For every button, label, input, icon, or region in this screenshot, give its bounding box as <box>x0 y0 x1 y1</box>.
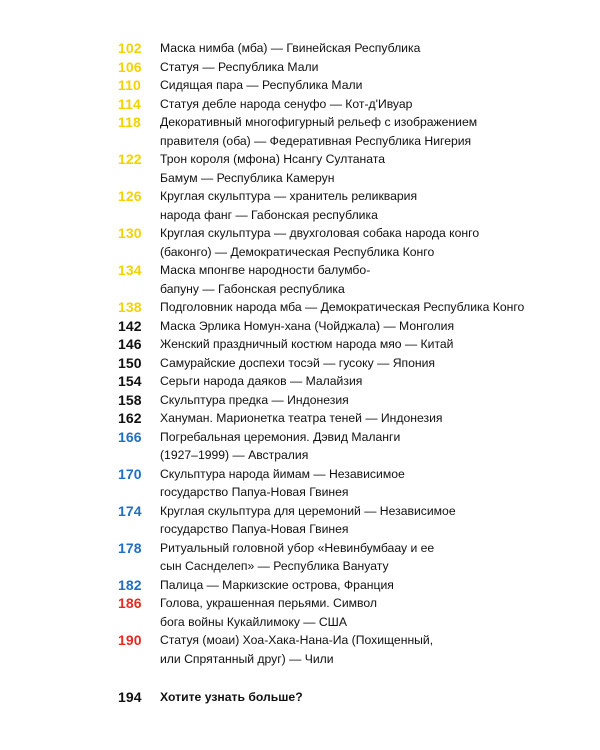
toc-entry[interactable] <box>118 539 578 576</box>
page-number: 130 <box>118 225 142 241</box>
entry-title <box>160 317 578 336</box>
toc-entry[interactable] <box>118 298 578 317</box>
entry-title-line: государство Папуа-Новая Гвинея <box>160 522 349 536</box>
entry-title-line: Статуя (моаи) Хоа-Хака-Нана-Иа (Похищенный, <box>160 633 434 647</box>
toc-entry[interactable] <box>118 428 578 465</box>
entry-title-line: Статуя — Республика Мали <box>160 59 319 74</box>
entry-title-line: Декоративный многофигурный рельеф с изображением <box>160 115 478 129</box>
entry-title-line: Маска нимба (мба) — Гвинейская Республика <box>160 41 421 55</box>
toc-entry[interactable] <box>118 465 578 502</box>
entry-title-line: Хануман. Марионетка театра теней — Индонезия <box>160 411 443 425</box>
toc-entry[interactable] <box>118 76 578 95</box>
entry-title <box>160 502 578 539</box>
entry-title <box>160 409 578 428</box>
page-number: 102 <box>118 40 142 56</box>
page-number: 170 <box>118 465 142 482</box>
toc-entry[interactable] <box>118 354 578 373</box>
toc-entry[interactable] <box>118 317 578 336</box>
entry-title <box>160 113 578 150</box>
toc-entry[interactable] <box>118 594 578 631</box>
entry-title-line: Ритуальный головной убор «Невинбумбаау и ее <box>160 540 435 555</box>
page-number: 190 <box>118 632 142 648</box>
entry-title <box>160 631 578 668</box>
page-number: 178 <box>118 539 142 556</box>
entry-title <box>160 372 578 391</box>
entry-title-line: бога войны Кукайлимоку — США <box>160 614 347 629</box>
page-number: 162 <box>118 410 142 426</box>
entry-title-line: Подголовник народа мба — Демократическая Республика Конго <box>160 300 525 314</box>
page-number: 154 <box>118 373 142 389</box>
page-number: 138 <box>118 299 142 315</box>
entry-title <box>160 261 578 298</box>
page-number: 194 <box>118 689 142 705</box>
toc-entry[interactable] <box>118 39 578 58</box>
entry-title <box>160 335 578 354</box>
entry-title-line: Статуя деблe народа сенуфо — Кот-д'Ивуар <box>160 96 413 111</box>
entry-title-line: Сидящая пара — Республика Мали <box>160 78 363 92</box>
entry-title-line: Палица — Маркизские острова, Франция <box>160 577 394 592</box>
entry-title-line: Круглая скульптура для церемоний — Независимое <box>160 503 456 518</box>
page-number: 150 <box>118 354 142 371</box>
entry-title-line: Голова, украшенная перьями. Символ <box>160 596 377 610</box>
page-number: 146 <box>118 336 142 352</box>
toc-entry[interactable] <box>118 502 578 539</box>
entry-title <box>160 576 578 595</box>
entry-title-line: Серьги народа даяков — Малайзия <box>160 374 363 388</box>
entry-title-line: (1927–1999) — Австралия <box>160 448 309 462</box>
entry-title-line: сын Саснделеп» — Республика Вануату <box>160 559 389 573</box>
toc-entry[interactable] <box>118 187 578 224</box>
page-number: 110 <box>118 77 141 93</box>
toc-entry[interactable] <box>118 261 578 298</box>
entry-title-line: Маска мпонгве народности балумбо- <box>160 263 371 277</box>
entry-title-line: Самурайские доспехи тосэй — гусоку — Япония <box>160 355 436 370</box>
entry-title <box>160 391 578 410</box>
page-number: 186 <box>118 595 142 611</box>
entry-title <box>160 150 578 187</box>
entry-title <box>160 58 578 77</box>
page-number: 126 <box>118 188 142 204</box>
entry-title <box>160 428 578 465</box>
toc-entry-final[interactable] <box>118 688 578 707</box>
entry-title-line: государство Папуа-Новая Гвинея <box>160 485 349 499</box>
entry-title-line: Круглая скульптура — хранитель реликвария <box>160 189 418 203</box>
entry-title-line: Маска Эрлика Номун-хана (Чойджала) — Монголия <box>160 318 455 333</box>
entry-title <box>160 688 578 707</box>
entry-title-line: Скульптура народа йимам — Независимое <box>160 466 405 481</box>
entry-title-line: (баконго) — Демократическая Республика Конго <box>160 244 435 259</box>
page-number: 118 <box>118 114 141 130</box>
entry-title-line: Трон короля (мфона) Нсангу Султаната <box>160 152 386 166</box>
entry-title <box>160 594 578 631</box>
page-number: 106 <box>118 58 142 75</box>
entry-title-line: Погребальная церемония. Дэвид Маланги <box>160 429 401 444</box>
page-number: 142 <box>118 317 142 334</box>
page-number: 166 <box>118 428 142 445</box>
entry-title-line: Женский праздничный костюм народа мяо — Китай <box>160 337 454 351</box>
toc-entry[interactable] <box>118 113 578 150</box>
toc-entry[interactable] <box>118 372 578 391</box>
toc-entry[interactable] <box>118 391 578 410</box>
toc-entry[interactable] <box>118 150 578 187</box>
page-number: 174 <box>118 502 142 519</box>
toc-entry[interactable] <box>118 58 578 77</box>
entry-title-line: Круглая скульптура — двухголовая собака народа конго <box>160 226 480 240</box>
page-number: 182 <box>118 576 142 593</box>
page-number: 122 <box>118 151 142 167</box>
entry-title-line: народа фанг — Габонская республика <box>160 207 378 222</box>
toc-entry[interactable] <box>118 224 578 261</box>
entry-title <box>160 224 578 261</box>
entry-title <box>160 539 578 576</box>
entry-title <box>160 298 578 317</box>
page-number: 114 <box>118 95 141 112</box>
entry-title <box>160 95 578 114</box>
table-of-contents <box>118 39 578 707</box>
toc-entry[interactable] <box>118 409 578 428</box>
toc-entry[interactable] <box>118 335 578 354</box>
toc-entry[interactable] <box>118 576 578 595</box>
toc-entry[interactable] <box>118 631 578 668</box>
entry-title-line: бапуну — Габонская республика <box>160 281 345 296</box>
entry-title <box>160 187 578 224</box>
page-number: 134 <box>118 262 142 278</box>
entry-title-line: Скульптура предка — Индонезия <box>160 392 349 407</box>
entry-title-line: Хотите узнать больше? <box>160 690 303 704</box>
entry-title-line: правителя (оба) — Федеративная Республика Нигерия <box>160 133 472 148</box>
entry-title <box>160 465 578 502</box>
page-number: 158 <box>118 391 142 408</box>
toc-entry[interactable] <box>118 95 578 114</box>
entry-title <box>160 354 578 373</box>
entry-title-line: Бамум — Республика Камерун <box>160 170 335 185</box>
entry-title-line: или Спрятанный друг) — Чили <box>160 651 334 666</box>
entry-title <box>160 76 578 95</box>
entry-title <box>160 39 578 58</box>
